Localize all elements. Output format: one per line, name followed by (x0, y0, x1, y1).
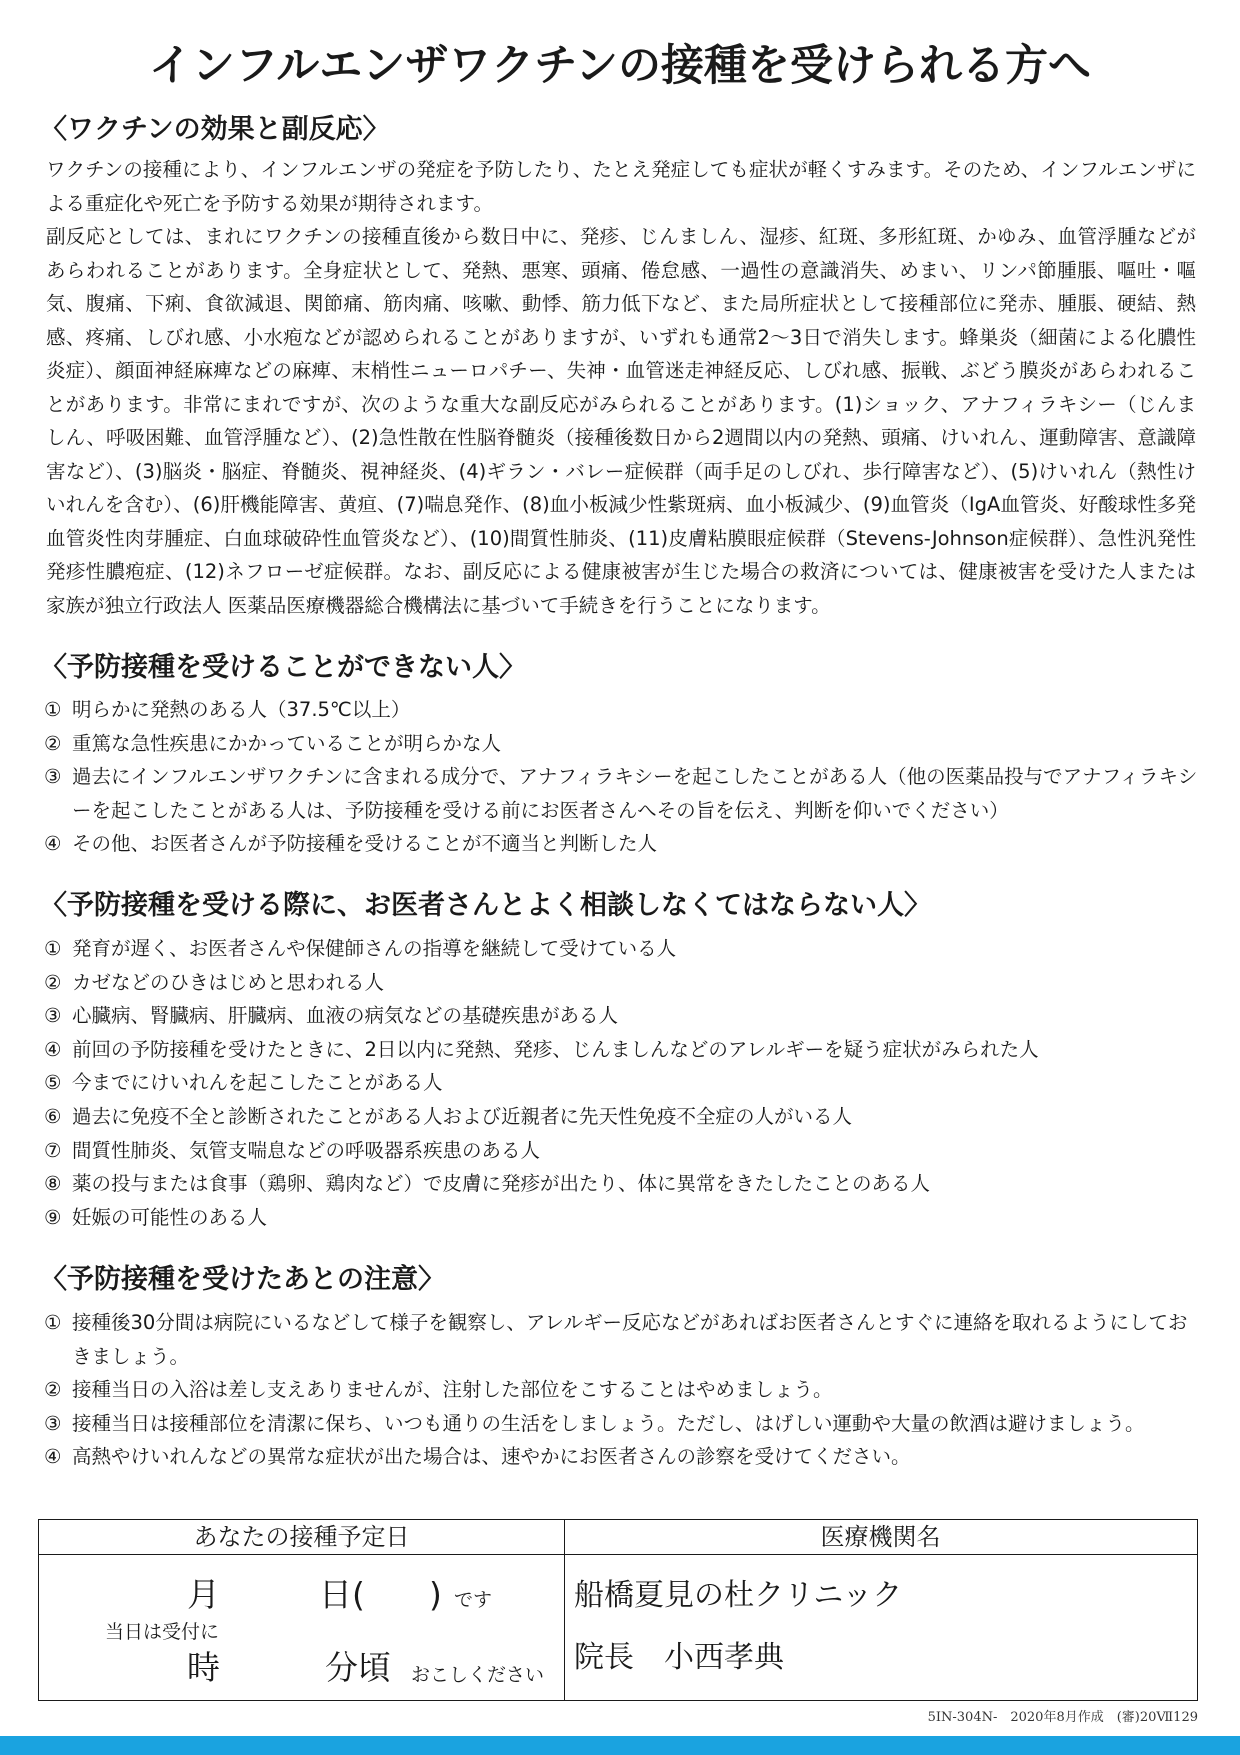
list-item: ③ 心臓病、腎臓病、肝臓病、血液の病気などの基礎疾患がある人 (44, 1004, 619, 1028)
list-item: ④ 前回の予防接種を受けたときに、2日以内に発熱、発疹、じんましんなどのアレルギーを疑う症状がみられた人 (44, 1037, 1039, 1061)
list-item: ② 重篤な急性疾患にかかっていることが明らかな人 (44, 731, 502, 755)
clinic-director: 院長 小西孝典 (574, 1640, 784, 1675)
section-heading-effects: 〈ワクチンの効果と副反応〉 (40, 114, 390, 145)
list-item: ⑤ 今までにけいれんを起こしたことがある人 (44, 1071, 443, 1095)
cannot-list (44, 693, 1204, 861)
consult-list (44, 932, 1204, 1234)
section-heading-consult: 〈予防接種を受ける際に、お医者さんとよく相談しなくてはならない人〉 (40, 890, 931, 921)
month-label: 月 (187, 1575, 220, 1614)
desu-label: です (454, 1589, 493, 1611)
hour-label: 時 (187, 1648, 220, 1687)
section-heading-cannot: 〈予防接種を受けることができない人〉 (40, 652, 526, 683)
effects-paragraph-2: 副反応としては、まれにワクチンの接種直後から数日中に、発疹、じんましん、湿疹、紅斑、多形紅斑、かゆみ、血管浮腫などがあらわれることがあります。全身症状として、発熱、悪寒、頭痛、倦怠感、一過性の意識消失、めまい、リンパ節腫脹、嘔吐・嘔気、腹痛、下痢、食欲減退、関節痛、筋肉痛、咳嗽、動悸、筋力低下など、また局所症状として接種部位に発赤、腫脹、硬結、熱感、疼痛、しびれ感、小水疱などが認められることがありますが、いずれも通常2〜3日で消失します。蜂巣炎（細菌による化膿性炎症）、顔面神経麻痺などの麻痺、末梢性ニューロパチー、失神・血管迷走神経反応、しびれ感、振戦、ぶどう膜炎があらわれることがあります。非常にまれですが、次のような重大な副反応がみられることがあります。(1)ショック、アナフィラキシー（じんましん、呼吸困難、血管浮腫など）、(2)急性散在性脳脊髄炎（接種後数日から2週間以内の発熱、頭痛、けいれん、運動障害、意識障害など）、(3)脳炎・脳症、脊髄炎、視神経炎、(4)ギラン・バレー症候群（両手足のしびれ、歩行障害など）、(5)けいれん（熱性けいれんを含む）、(6)肝機能障害、黄疸、(7)喘息発作、(8)血小板減少性紫斑病、血小板減少、(9)血管炎（IgA血管炎、好酸球性多発血管炎性肉芽腫症、白血球破砕性血管炎など）、(10)間質性肺炎、(11)皮膚粘膜眼症候群（Stevens-Johnson症候群）、急性汎発性発疹性膿疱症、(12)ネフローゼ症候群。なお、副反応による健康被害が生じた場合の救済については、健康被害を受けた人または家族が独立行政法人 医薬品医療機器総合機構法に基づいて手続きを行うことになります。 (46, 225, 1196, 617)
list-item: ② カゼなどのひきはじめと思われる人 (44, 970, 385, 994)
section-heading-after: 〈予防接種を受けたあとの注意〉 (40, 1264, 445, 1295)
clinic-name-header: 医療機関名 (820, 1523, 941, 1551)
okoshi-label: おこしください (411, 1664, 545, 1686)
appointment-table (38, 1519, 1198, 1701)
list-item: ④ 高熱やけいれんなどの異常な症状が出た場合は、速やかにお医者さんの診察を受けてください。 (44, 1445, 911, 1469)
bottom-color-bar (0, 1736, 1240, 1755)
list-item: ④ その他、お医者さんが予防接種を受けることが不適当と判断した人 (44, 832, 658, 856)
list-item: ③ 過去にインフルエンザワクチンに含まれる成分で、アナフィラキシーを起こしたことがある人（他の医薬品投与でアナフィラキシーを起こしたことがある人は、予防接種を受ける前にお医者さんへその旨を伝え、判断を仰いでください） (44, 765, 1198, 822)
appointment-date-header: あなたの接種予定日 (193, 1523, 410, 1551)
list-item: ⑨ 妊娠の可能性のある人 (44, 1205, 268, 1229)
reception-note: 当日は受付に (105, 1621, 220, 1643)
clinic-name: 船橋夏見の杜クリニック (574, 1578, 903, 1613)
list-item: ① 明らかに発熱のある人（37.5℃以上） (44, 698, 411, 721)
list-item: ② 接種当日の入浴は差し支えありませんが、注射した部位をこすることはやめましょう。 (44, 1378, 833, 1402)
table-header-rule (39, 1554, 1197, 1555)
effects-paragraph-1: ワクチンの接種により、インフルエンザの発症を予防したり、たとえ発症しても症状が軽くすみます。そのため、インフルエンザによる重症化や死亡を予防する効果が期待されます。 (46, 158, 1196, 215)
list-item: ⑧ 薬の投与または食事（鶏卵、鶏肉など）で皮膚に発疹が出たり、体に異常をきたしたことのある人 (44, 1172, 931, 1196)
paren-close: ) (429, 1575, 442, 1614)
list-item: ⑥ 過去に免疫不全と診断されたことがある人および近親者に先天性免疫不全症の人がいる人 (44, 1104, 853, 1128)
after-list (44, 1306, 1204, 1474)
list-item: ⑦ 間質性肺炎、気管支喘息などの呼吸器系疾患のある人 (44, 1138, 541, 1162)
day-label: 日( (319, 1575, 365, 1614)
list-item: ③ 接種当日は接種部位を清潔に保ち、いつも通りの生活をしましょう。ただし、はげしい運動や大量の飲酒は避けましょう。 (44, 1411, 1145, 1435)
document-code: 5IN-304N- 2020年8月作成 (審)20Ⅶ129 (927, 1710, 1198, 1725)
minute-label: 分頃 (325, 1648, 391, 1687)
page-title: インフルエンザワクチンの接種を受けられる方へ (148, 41, 1092, 91)
list-item: ① 発育が遅く、お医者さんや保健師さんの指導を継続して受けている人 (44, 937, 677, 960)
list-item: ① 接種後30分間は病院にいるなどして様子を観察し、アレルギー反応などがあればお医者さんとすぐに連絡を取れるようにしておきましょう。 (44, 1311, 1188, 1368)
